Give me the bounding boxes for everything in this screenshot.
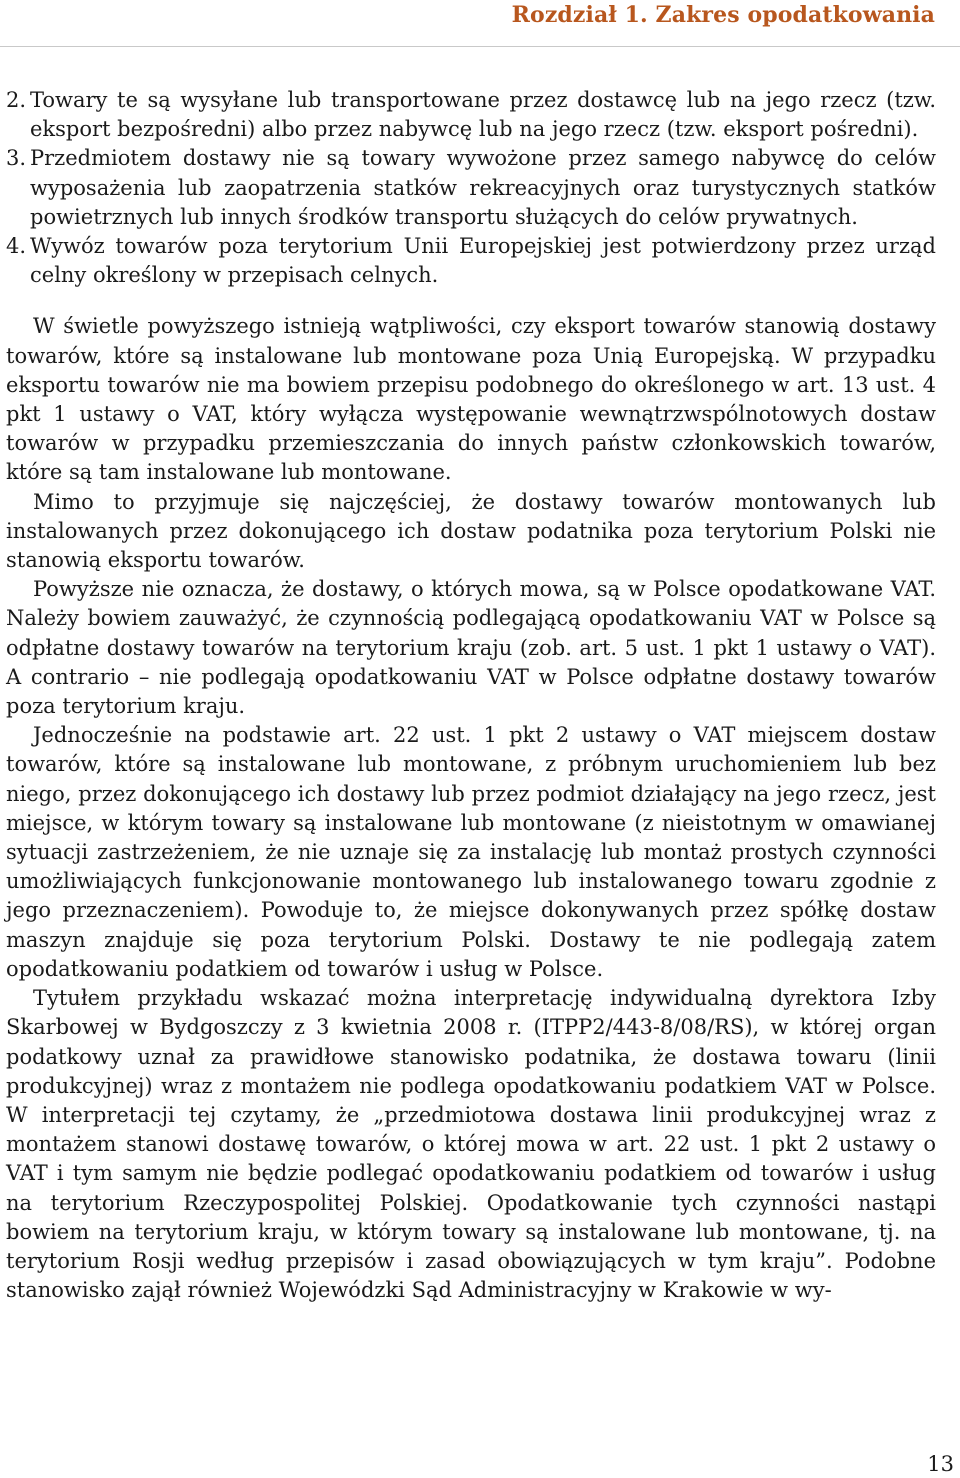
numbered-list: [6, 86, 936, 290]
list-item-text: Wywóz towarów poza terytorium Unii Europejskiej jest potwierdzony przez urząd celny określony w przepisach celnych.: [30, 234, 936, 288]
body-paragraph: Jednocześnie na podstawie art. 22 ust. 1 pkt 2 ustawy o VAT miejscem dostaw towarów, które są instalowane lub montowane, z próbnym uruchomieniem lub bez niego, przez dokonującego ich dostawy lub przez podmiot działający na jego rzecz, jest miejsce, w którym towary są instalowane lub montowane (z nieistotnym w omawianej sytuacji zastrzeżeniem, że nie uznaje się za instalację lub montaż prostych czynności umożliwiających funkcjonowanie montowanego lub instalowanego towaru zgodnie z jego przeznaczeniem). Powoduje to, że miejsce dokonywanych przez spółkę dostaw maszyn znajduje się poza terytorium Polski. Dostawy te nie podlegają zatem opodatkowaniu podatkiem od towarów i usług w Polsce.: [6, 723, 936, 981]
body-paragraph: Mimo to przyjmuje się najczęściej, że dostawy towarów montowanych lub instalowanych przez dokonującego ich dostaw podatnika poza terytorium Polski nie stanowią eksportu towarów.: [6, 489, 936, 573]
list-item-text: Towary te są wysyłane lub transportowane przez dostawcę lub na jego rzecz (tzw. eksport bezpośredni) albo przez nabywcę lub na jego rzecz (tzw. eksport pośredni).: [30, 88, 936, 142]
list-item-number: 3.: [6, 146, 27, 171]
list-item-number: 4.: [6, 234, 27, 259]
list-item: [6, 144, 936, 232]
list-item: [6, 232, 936, 290]
body-paragraph: Tytułem przykładu wskazać można interpretację indywidualną dyrektora Izby Skarbowej w Bydgoszczy z 3 kwietnia 2008 r. (ITPP2/443-8/08/RS), w której organ podatkowy uznał za prawidłowe stanowisko podatnika, że dostawa towaru (linii produkcyjnej) wraz z montażem nie podlega opodatkowaniu podatkiem VAT w Polsce. W interpretacji tej czytamy, że „przedmiotowa dostawa linii produkcyjnej wraz z montażem stanowi dostawę towarów, o której mowa w art. 22 ust. 1 pkt 2 ustawy o VAT i tym samym nie będzie podlegać opodatkowaniu podatkiem od towarów i usług na terytorium Rzeczypospolitej Polskiej. Opodatkowanie tych czynności nastąpi bowiem na terytorium kraju, w którym towary są instalowane lub montowane, tj. na terytorium Rosji według przepisów i zasad obowiązujących w tym kraju”. Podobne stanowisko zajął również Wojewódzki Sąd Administracyjny w Krakowie w wy-: [6, 986, 936, 1303]
chapter-header: Rozdział 1. Zakres opodatkowania: [511, 2, 935, 28]
page-body: [6, 86, 936, 1305]
body-paragraph: Powyższe nie oznacza, że dostawy, o których mowa, są w Polsce opodatkowane VAT. Należy bowiem zauważyć, że czynnością podlegającą opodatkowaniu VAT w Polsce są odpłatne dostawy towarów na terytorium kraju (zob. art. 5 ust. 1 pkt 1 ustawy o VAT). A contrario – nie podlegają opodatkowaniu VAT w Polsce odpłatne dostawy towarów poza terytorium kraju.: [6, 577, 936, 719]
page-number: 13: [927, 1452, 954, 1476]
list-item: [6, 86, 936, 144]
header-divider: [0, 46, 960, 47]
list-item-text: Przedmiotem dostawy nie są towary wywożone przez samego nabywcę do celów wyposażenia lub zaopatrzenia statków rekreacyjnych oraz turystycznych statków powietrznych lub innych środków transportu służących do celów prywatnych.: [30, 146, 936, 229]
body-paragraph: W świetle powyższego istnieją wątpliwości, czy eksport towarów stanowią dostawy towarów, które są instalowane lub montowane poza Unią Europejską. W przypadku eksportu towarów nie ma bowiem przepisu podobnego do określonego w art. 13 ust. 4 pkt 1 ustawy o VAT, który wyłącza występowanie wewnątrzwspólnotowych dostaw towarów w przypadku przemieszczania do innych państw członkowskich towarów, które są tam instalowane lub montowane.: [6, 314, 936, 485]
list-item-number: 2.: [6, 88, 27, 112]
